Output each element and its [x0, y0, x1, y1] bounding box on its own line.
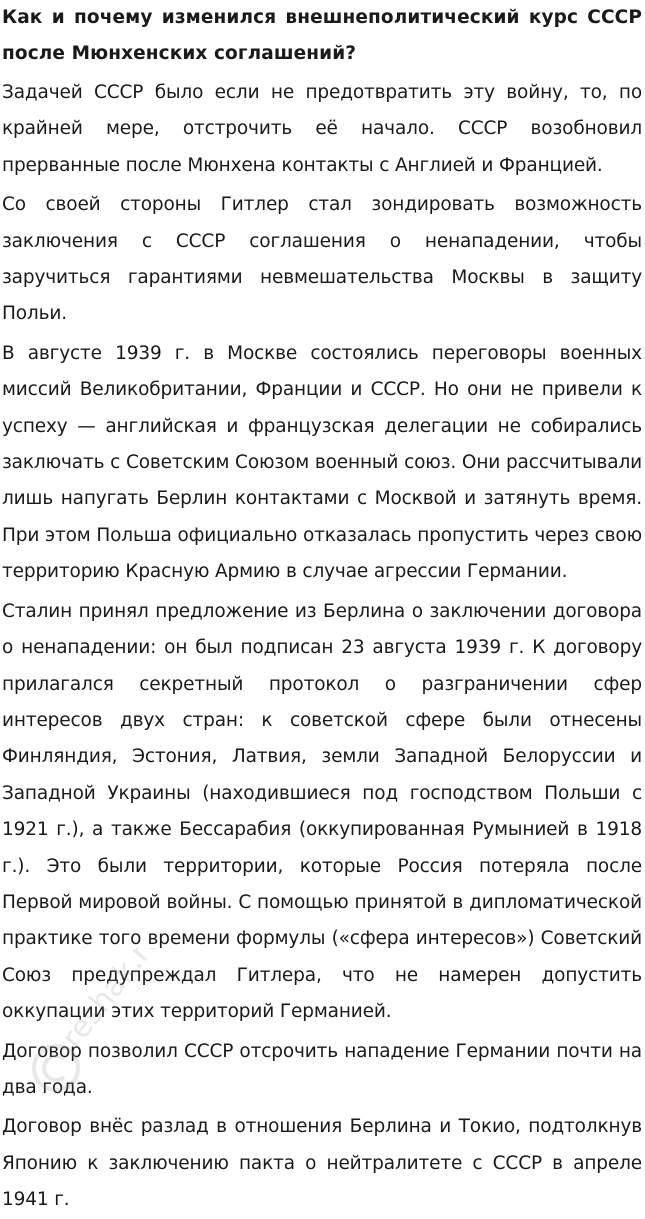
- paragraph-3: В августе 1939 г. в Москве состоялись переговоры военных миссий Великобритании, Франции и СССР. Но они не привели к успеху — английская и французская делегации не собирались заключать с Советским Союзом военный союз. Они рассчитывали лишь напугать Берлин контактами с Москвой и затянуть время. При этом Польша официально отказалась пропустить через свою территорию Красную Армию в случае агрессии Германии.: [2, 342, 642, 583]
- paragraph-2: Со своей стороны Гитлер стал зондировать возможность заключения с СССР соглашения о ненападении, чтобы заручиться гарантиями невмешательства Москвы в защиту Польи.: [2, 194, 642, 325]
- paragraph-5: Договор позволил СССР отсрочить нападение Германии почти на два года.: [2, 1040, 642, 1098]
- paragraph-1: Задачей СССР было если не предотвратить эту войну, то, по крайней мере, отстрочить её начало. СССР возобновил прерванные после Мюнхена контакты с Англией и Францией.: [2, 82, 642, 176]
- paragraph-6: Договор внёс разлад в отношения Берлина и Токио, подтолкнув Японию к заключению пакта о нейтралитете с СССР в апреле 1941 г.: [2, 1116, 642, 1211]
- document-page: [2, 0, 642, 1219]
- paragraph-4: Сталин принял предложение из Берлина о заключении договора о ненападении: он был подписан 23 августа 1939 г. К договору прилагался секретный протокол о разграничении сфер интересов двух стран: к советской сфере были отнесены Финляндия, Эстония, Латвия, земли Западной Белоруссии и Западной Украины (находившиеся под господством Польши с 1921 г.), а также Бессарабия (оккупированная Румынией в 1918 г.). Это были территории, которые Россия потеряла после Первой мировой войны. С помощью принятой в дипломатической практике того времени формулы («сфера интересов») Советский Союз предупреждал Гитлера, что не намерен допустить оккупации этих территорий Германией.: [2, 600, 642, 1023]
- document-heading: Как и почему изменился внешнеполитический курс СССР после Мюнхенских соглашений?: [2, 7, 642, 64]
- watermark-text: reshak.ru: [54, 948, 170, 1055]
